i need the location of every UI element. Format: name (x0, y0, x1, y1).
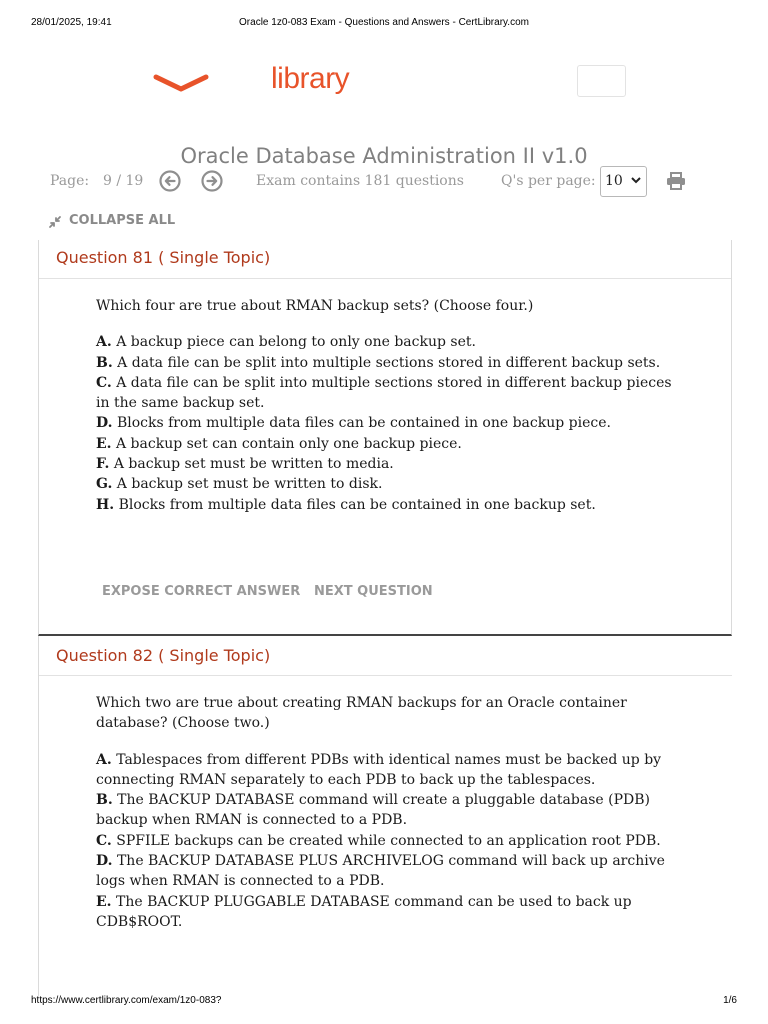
print-datetime: 28/01/2025, 19:41 (31, 17, 112, 28)
page-label: Page: (50, 173, 90, 189)
next-page-icon[interactable] (201, 170, 223, 192)
print-icon[interactable] (666, 172, 686, 190)
answer-option: A. A backup piece can belong to only one backup set. (96, 334, 476, 351)
answer-option: H. Blocks from multiple data files can be contained in one backup set. (96, 496, 596, 513)
site-logo[interactable] (152, 58, 372, 102)
question-card (38, 636, 732, 996)
answer-option: B. A data file can be split into multiple sections stored in different backup sets. (96, 354, 661, 371)
print-footer (0, 995, 768, 1009)
answer-option: G. A backup set must be written to disk. (96, 476, 383, 493)
prev-page-icon[interactable] (159, 170, 181, 192)
answer-option: C. SPFILE backups can be created while connected to an application root PDB. (96, 832, 661, 849)
collapse-icon (48, 215, 62, 229)
collapse-all-label: COLLAPSE ALL (69, 213, 176, 228)
print-url: https://www.certlibrary.com/exam/1z0-083? (31, 995, 222, 1006)
chevron-down-icon (631, 176, 641, 184)
pagination-bar (0, 170, 768, 194)
question-title: Question 82 ( Single Topic) (56, 646, 271, 665)
expose-answer-button[interactable]: EXPOSE CORRECT ANSWER (102, 584, 301, 599)
chevron-logo-icon (152, 73, 210, 93)
question-count: Exam contains 181 questions (256, 173, 464, 189)
question-text: Which four are true about RMAN backup sets? (Choose four.) (96, 298, 534, 314)
answer-option: E. The BACKUP PLUGGABLE DATABASE command can be used to back up CDB$ROOT. (96, 893, 632, 930)
answer-option: A. Tablespaces from different PDBs with identical names must be backed up by connecting RMAN separately to each PDB to back up the tablespaces. (96, 751, 662, 788)
question-text: Which two are true about creating RMAN backups for an Oracle container database? (Choose two.) (96, 695, 627, 732)
answer-option: C. A data file can be split into multiple sections stored in different backup pieces in the same backup set. (96, 374, 672, 412)
question-card (38, 240, 732, 636)
answer-option: F. A backup set must be written to media. (96, 456, 394, 473)
question-header[interactable] (39, 636, 732, 676)
question-title: Question 81 ( Single Topic) (56, 248, 271, 267)
answer-option: B. The BACKUP DATABASE command will create a pluggable database (PDB) backup when RMAN is connected to a PDB. (96, 792, 650, 829)
menu-button[interactable] (577, 65, 626, 97)
question-body (96, 296, 676, 515)
per-page-label: Q's per page: (501, 173, 596, 189)
next-question-button[interactable]: NEXT QUESTION (314, 584, 433, 599)
per-page-select[interactable] (600, 166, 647, 197)
page-number: 9 / 19 (103, 173, 144, 189)
per-page-value: 10 (605, 173, 623, 189)
brand-name: library (271, 62, 350, 95)
answer-option: E. A backup set can contain only one backup piece. (96, 435, 462, 452)
print-page-number: 1/6 (723, 995, 737, 1006)
question-body (96, 693, 676, 932)
print-header (0, 17, 768, 31)
question-header[interactable] (39, 240, 731, 279)
answer-option: D. The BACKUP DATABASE PLUS ARCHIVELOG command will back up archive logs when RMAN is connected to a PDB. (96, 853, 665, 890)
answer-option: D. Blocks from multiple data files can be contained in one backup piece. (96, 415, 611, 432)
print-doc-title: Oracle 1z0-083 Exam - Questions and Answers - CertLibrary.com (239, 17, 529, 28)
page-title: Oracle Database Administration II v1.0 (180, 144, 588, 169)
